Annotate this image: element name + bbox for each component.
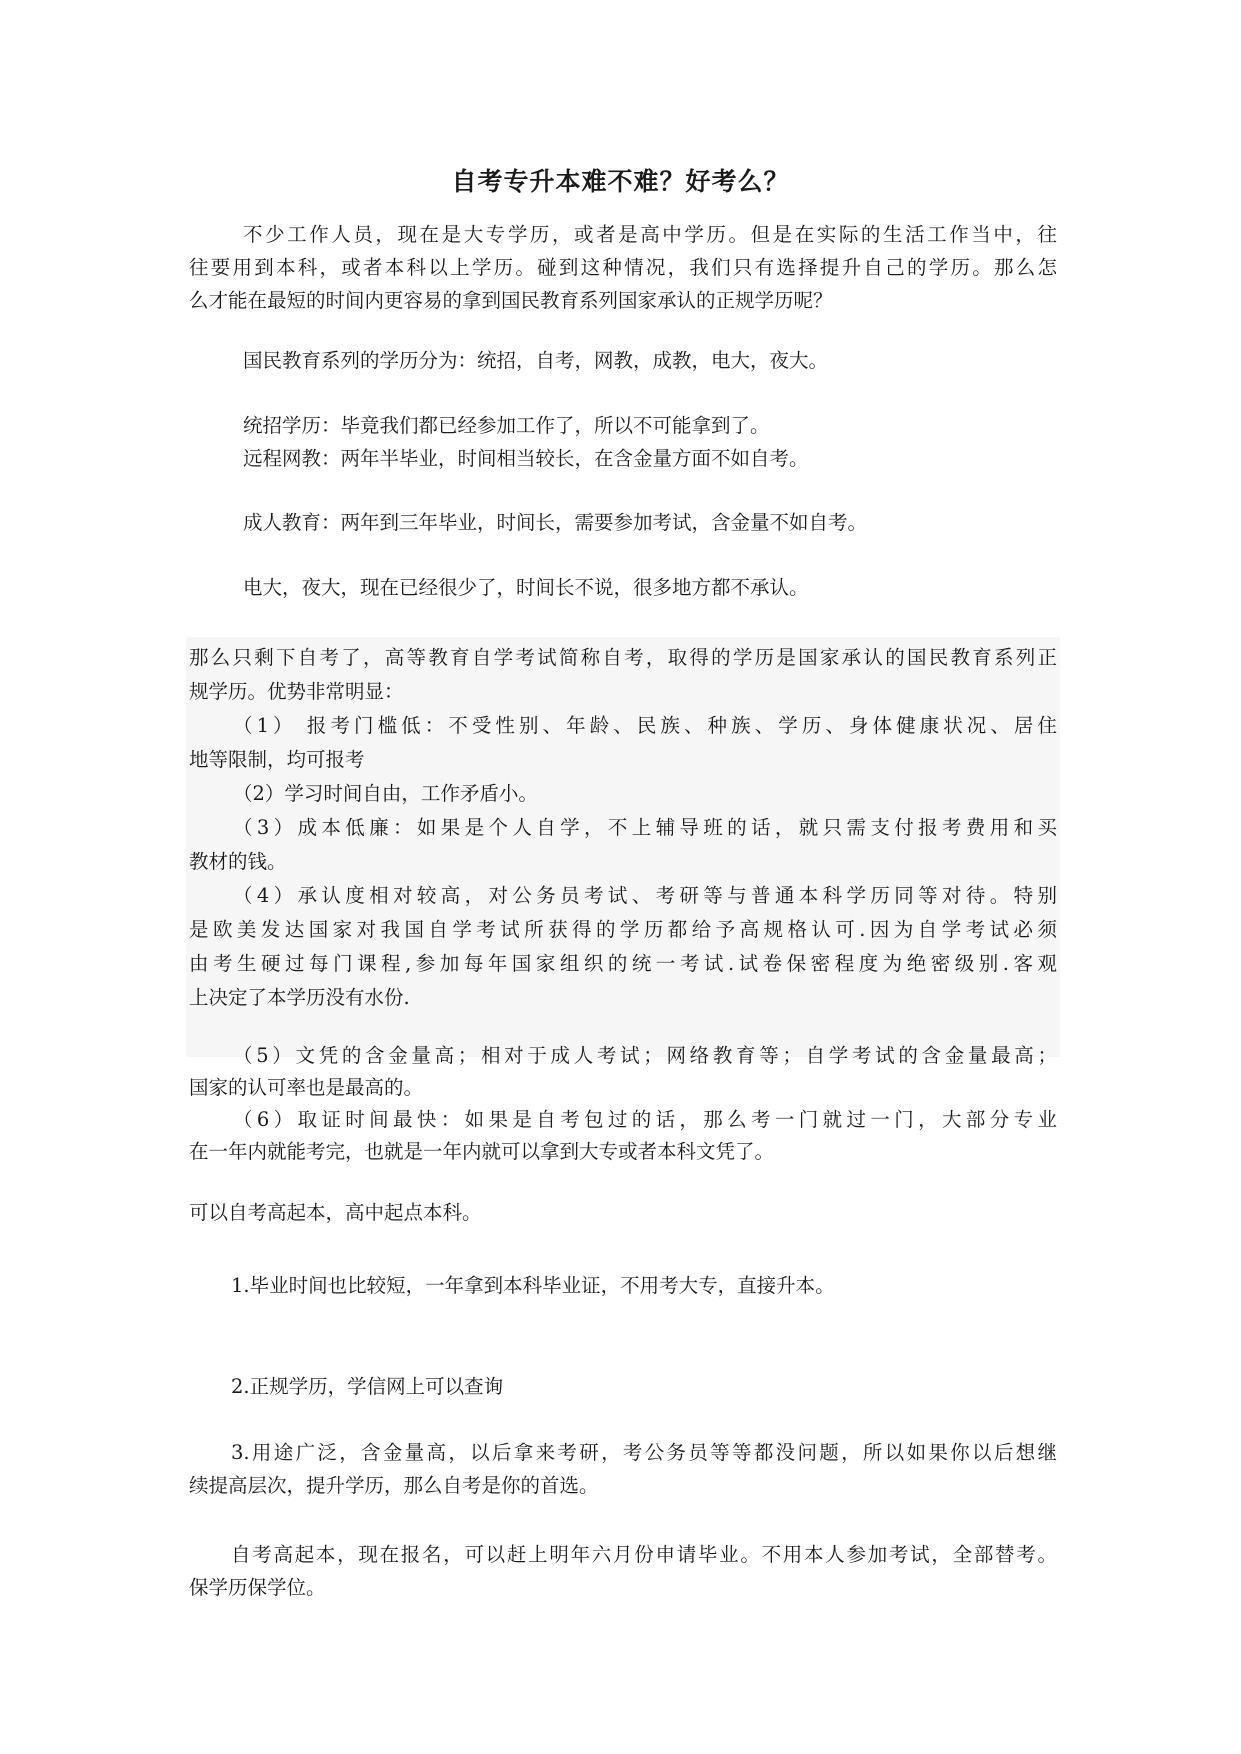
advantage-3-line-2: 教材的钱。 (189, 850, 287, 873)
categories-text: 国民教育系列的学历分为：统招，自考，网教，成教，电大，夜大。 (243, 349, 829, 372)
point-3-line-1: 3.用途广泛，含金量高，以后拿来考研，考公务员等等都没问题，所以如果你以后想继 (231, 1441, 1057, 1464)
point-2-paragraph (189, 1370, 1057, 1403)
advantages-section (189, 641, 1057, 1015)
advantage-5-line-1: （5）文凭的含金量高；相对于成人考试；网络教育等；自学考试的含金量最高； (233, 1044, 1057, 1067)
advantage-3-line-1: （3）成本低廉：如果是个人自学，不上辅导班的话，就只需支付报考费用和买 (233, 816, 1057, 839)
dianda-paragraph (189, 571, 1057, 604)
intro-line-1: 不少工作人员，现在是大专学历，或者是高中学历。但是在实际的生活工作当中，往 (243, 223, 1057, 246)
advantage-2: （2）学习时间自由，工作矛盾小。 (233, 782, 538, 805)
advantage-4-line-4: 上决定了本学历没有水份. (189, 986, 410, 1009)
categories-paragraph (189, 344, 1057, 377)
intro-line-3: 么才能在最短的时间内更容易的拿到国民教育系列国家承认的正规学历呢？ (189, 289, 833, 312)
intro-line-2: 往要用到本科，或者本科以上学历。碰到这种情况，我们只有选择提升自己的学历。那么怎 (189, 256, 1057, 279)
chengren-paragraph (189, 506, 1057, 539)
advantages-lead-line-1: 那么只剩下自考了，高等教育自学考试简称自考，取得的学历是国家承认的国民教育系列正 (189, 646, 1057, 669)
point-2-text: 2.正规学历，学信网上可以查询 (231, 1375, 504, 1398)
advantages-section-continued (189, 1040, 1057, 1168)
tongzhao-paragraph (189, 409, 1057, 475)
advantage-6-line-1: （6）取证时间最快：如果是自考包过的话，那么考一门就过一门，大部分专业 (233, 1108, 1057, 1131)
advantage-4-line-2: 是欧美发达国家对我国自学考试所获得的学历都给予高规格认可.因为自学考试必须 (189, 918, 1057, 941)
chengren-text: 成人教育：两年到三年毕业，时间长，需要参加考试，含金量不如自考。 (243, 511, 868, 534)
advantage-1-line-2: 地等限制，均可报考 (189, 748, 365, 771)
tongzhao-text: 统招学历：毕竟我们都已经参加工作了，所以不可能拿到了。 (243, 414, 770, 437)
advantage-6-line-2: 在一年内就能考完，也就是一年内就可以拿到大专或者本科文凭了。 (189, 1140, 775, 1163)
closing-paragraph (189, 1538, 1057, 1604)
point-1-paragraph (189, 1269, 1057, 1302)
intro-paragraph (189, 218, 1057, 317)
document-title: 自考专升本难不难？好考么？ (451, 167, 790, 196)
yuancheng-text: 远程网教：两年半毕业，时间相当较长，在含金量方面不如自考。 (243, 447, 809, 470)
advantage-1-line-1: （1） 报考门槛低：不受性别、年龄、民族、种族、学历、身体健康状况、居住 (233, 714, 1057, 737)
point-3-paragraph (189, 1436, 1057, 1502)
point-1-text: 1.毕业时间也比较短，一年拿到本科毕业证，不用考大专，直接升本。 (231, 1274, 835, 1297)
closing-line-1: 自考高起本，现在报名，可以赶上明年六月份申请毕业。不用本人参加考试，全部替考。 (231, 1543, 1057, 1566)
advantage-5-line-2: 国家的认可率也是最高的。 (189, 1076, 424, 1099)
closing-line-2: 保学历保学位。 (189, 1576, 326, 1599)
advantage-4-line-3: 由考生硬过每门课程,参加每年国家组织的统一考试.试卷保密程度为绝密级别.客观 (189, 952, 1057, 975)
advantage-4-line-1: （4）承认度相对较高，对公务员考试、考研等与普通本科学历同等对待。特别 (233, 884, 1057, 907)
gaoqiben-text: 可以自考高起本，高中起点本科。 (189, 1201, 482, 1224)
point-3-line-2: 续提高层次，提升学历，那么自考是你的首选。 (189, 1474, 599, 1497)
advantages-lead-line-2: 规学历。优势非常明显： (189, 680, 404, 703)
gaoqiben-paragraph (189, 1196, 1057, 1229)
dianda-text: 电大，夜大，现在已经很少了，时间长不说，很多地方都不承认。 (243, 576, 809, 599)
